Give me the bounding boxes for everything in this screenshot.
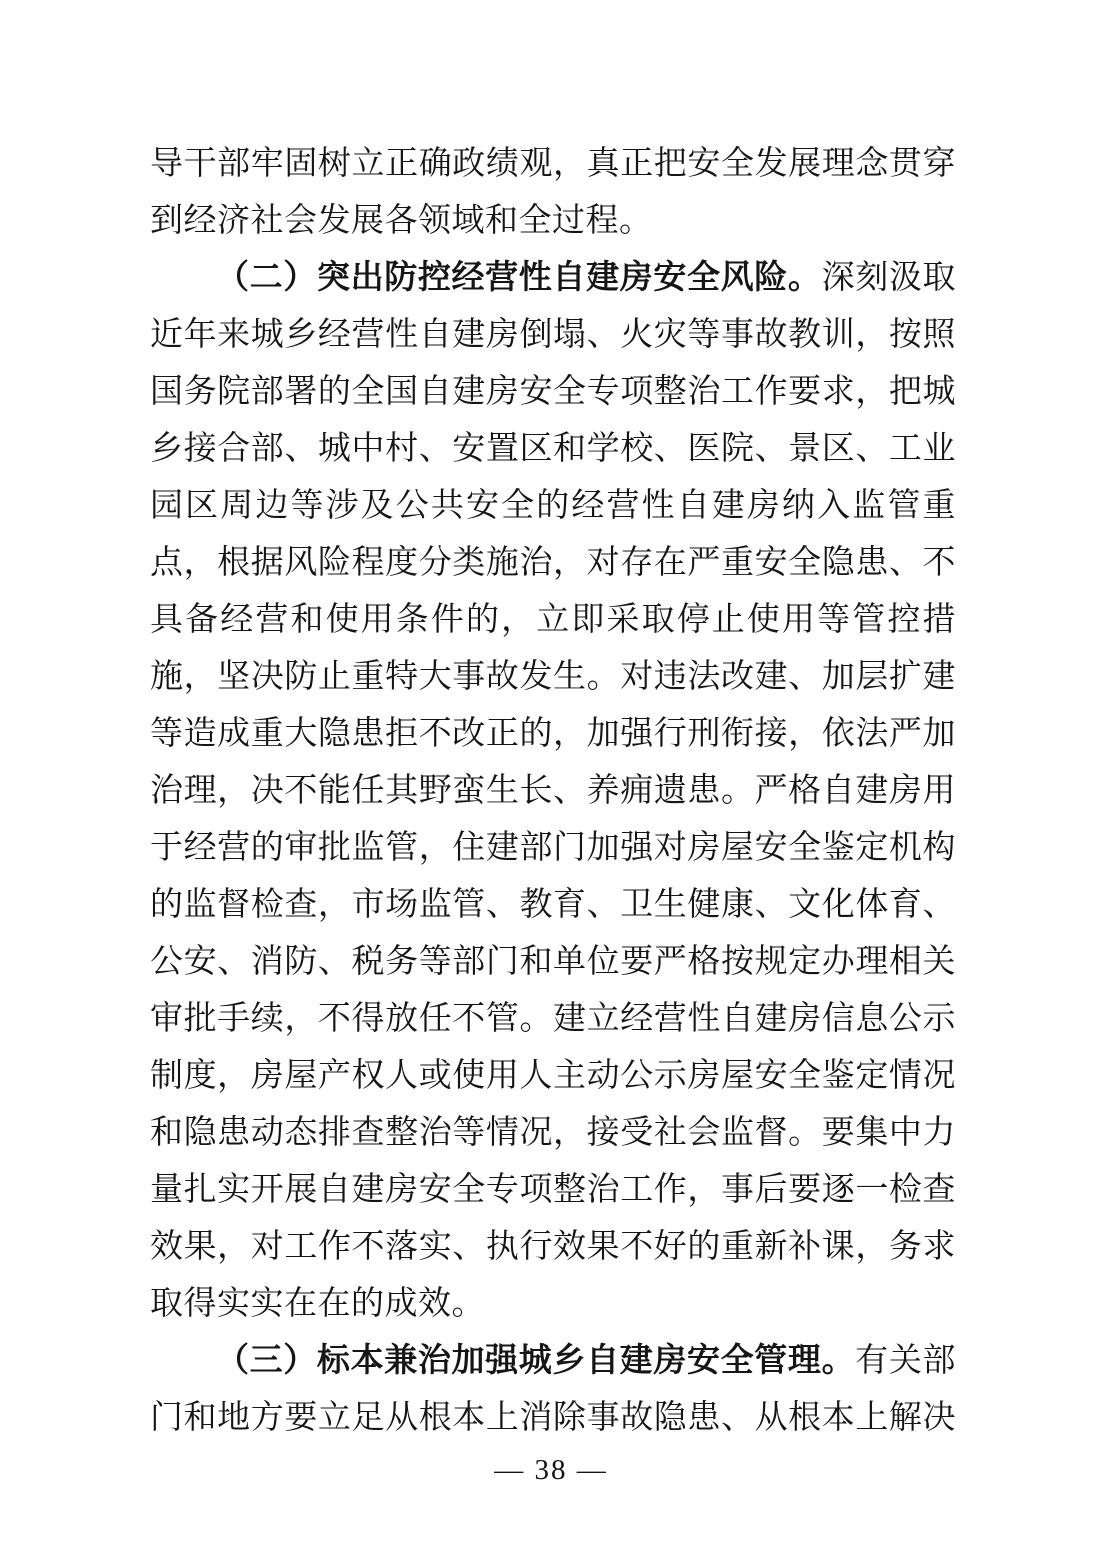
text-line: 取得实实在在的成效。 — [150, 1286, 485, 1322]
text-line: 的监督检查，市场监管、教育、卫生健康、文化体育、 — [150, 887, 956, 923]
text-line: 于经营的审批监管，住建部门加强对房屋安全鉴定机构 — [150, 830, 956, 866]
text-line: 点，根据风险程度分类施治，对存在严重安全隐患、不 — [150, 545, 956, 581]
text-body — [150, 136, 956, 1447]
section-heading: （三）标本兼治加强城乡自建房安全管理。 — [216, 1343, 856, 1379]
text-line: 效果，对工作不落实、执行效果不好的重新补课，务求 — [150, 1229, 956, 1265]
text-line: 到经济社会发展各领域和全过程。 — [150, 203, 653, 239]
text-line: 治理，决不能任其野蛮生长、养痈遗患。严格自建房用 — [150, 773, 956, 809]
text-line: （三）标本兼治加强城乡自建房安全管理。有关部 — [216, 1343, 957, 1379]
text-line: 门和地方要立足从根本上消除事故隐患、从根本上解决 — [150, 1400, 956, 1436]
text-line: 制度，房屋产权人或使用人主动公示房屋安全鉴定情况 — [150, 1058, 956, 1094]
page-footer — [0, 1448, 1102, 1492]
section-heading: （二）突出防控经营性自建房安全风险。 — [216, 260, 822, 296]
text-line: 近年来城乡经营性自建房倒塌、火灾等事故教训，按照 — [150, 317, 956, 353]
text-line: 乡接合部、城中村、安置区和学校、医院、景区、工业 — [150, 431, 956, 467]
text-line: （二）突出防控经营性自建房安全风险。深刻汲取 — [216, 260, 957, 296]
text-line: 导干部牢固树立正确政绩观，真正把安全发展理念贯穿 — [150, 146, 956, 182]
text-line: 国务院部署的全国自建房安全专项整治工作要求，把城 — [150, 374, 956, 410]
text-line: 和隐患动态排查整治等情况，接受社会监督。要集中力 — [150, 1115, 956, 1151]
text-line: 具备经营和使用条件的，立即采取停止使用等管控措 — [150, 602, 956, 638]
text-line: 量扎实开展自建房安全专项整治工作，事后要逐一检查 — [150, 1172, 956, 1208]
text-line: 园区周边等涉及公共安全的经营性自建房纳入监管重 — [150, 488, 956, 524]
text-line: 公安、消防、税务等部门和单位要严格按规定办理相关 — [150, 944, 956, 980]
page-number: — 38 — — [494, 1454, 608, 1486]
text-line: 审批手续，不得放任不管。建立经营性自建房信息公示 — [150, 1001, 956, 1037]
text-line: 等造成重大隐患拒不改正的，加强行刑衔接，依法严加 — [150, 716, 956, 752]
text-line: 施，坚决防止重特大事故发生。对违法改建、加层扩建 — [150, 659, 956, 695]
